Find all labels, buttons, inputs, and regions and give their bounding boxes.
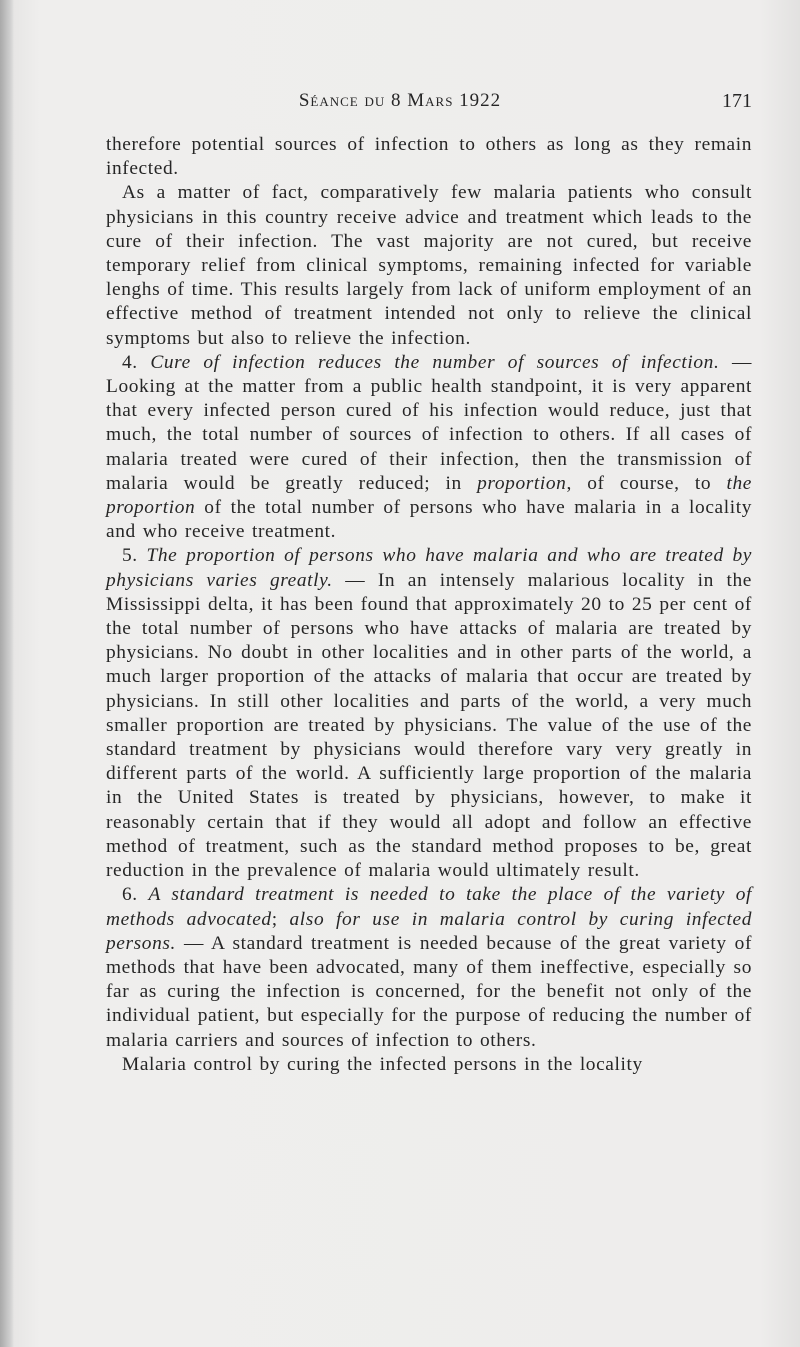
paragraph-text: As a matter of fact, comparatively few malaria patients who consult physicians in this country receive advice and treatment which leads to the cure of their infection. The vast majority are not cured, but receive temporary relief from clinical symptoms, remaining infected for variable lenghs of time. This results largely from lack of uniform employment of an effective method of treatment intended not only to relieve the clinical symptoms but also to relieve the infection. bbox=[106, 182, 752, 349]
paragraph-continuation bbox=[106, 133, 752, 181]
section-heading-continued: also for use in malaria control by curing infected persons. bbox=[106, 908, 752, 954]
paragraph-malaria-patients bbox=[106, 181, 752, 350]
emphasis-the-proportion: the proportion bbox=[106, 472, 753, 519]
body-text bbox=[106, 133, 752, 1077]
section-number: 6. bbox=[122, 884, 138, 906]
paragraph-section-4 bbox=[106, 351, 752, 545]
section-heading: A standard treatment is needed to take the place of the variety of methods advocated bbox=[106, 884, 752, 930]
section-number: 4. bbox=[122, 351, 138, 373]
paragraph-section-6 bbox=[106, 883, 752, 1052]
paragraph-text: — In an intensely malarious locality in the Mississippi delta, it has been found that approximately 20 to 25 per cent of the total number of persons who have attacks of malaria are treated by physicians. No doubt in other localities and in other parts of the world, a much larger proportion of the attacks of malaria that occur are treated by physicians. In still other localities and parts of the world, a very much smaller proportion are treated by physicians. The value of the use of the standard treatment by physicians would therefore vary very greatly in different parts of the world. A sufficiently large proportion of the malaria in the United States is treated by physicians, however, to make it reasonably certain that if they would all adopt and follow an effective method of treatment, such as the standard method proposes to be, great reduction in the prevalence of malaria would ultimately result. bbox=[106, 569, 752, 882]
paragraph-text: — Looking at the matter from a public health standpoint, it is very apparent that every infected person cured of his infection would reduce, just that much, the total number of sources of infection to others. If all cases of malaria treated were cured of their infection, then the transmission of malaria would be greatly reduced; in bbox=[106, 351, 752, 494]
paragraph-text: , of course, to bbox=[566, 472, 727, 494]
page-number: 171 bbox=[722, 90, 752, 112]
section-heading: The proportion of persons who have malaria and who are treated by physicians varies greatly. bbox=[106, 545, 753, 591]
page-header bbox=[0, 86, 800, 116]
paragraph-text: therefore potential sources of infection to others as long as they remain infected. bbox=[106, 134, 752, 180]
paragraph-text: Malaria control by curing the infected persons in the locality bbox=[122, 1053, 643, 1075]
emphasis-proportion: proportion bbox=[477, 472, 567, 494]
paragraph-text: of the total number of persons who have malaria in a locality and who receive treatment. bbox=[106, 497, 752, 543]
running-head: Séance du 8 Mars 1922 bbox=[298, 90, 502, 111]
heading-separator: ; bbox=[271, 908, 290, 930]
page-gutter-shadow bbox=[0, 0, 14, 1347]
paragraph-malaria-control bbox=[106, 1053, 752, 1077]
paragraph-section-5 bbox=[106, 544, 752, 883]
section-number: 5. bbox=[122, 545, 138, 567]
section-heading: Cure of infection reduces the number of sources of infection. bbox=[150, 351, 720, 373]
paragraph-text: — A standard treatment is needed because of the great variety of methods that have been advocated, many of them ineffective, especially so far as curing the infection is concerned, for the benefit not only of the individual patient, but especially for the purpose of reducing the number of malaria carriers and sources of infection to others. bbox=[106, 932, 752, 1051]
